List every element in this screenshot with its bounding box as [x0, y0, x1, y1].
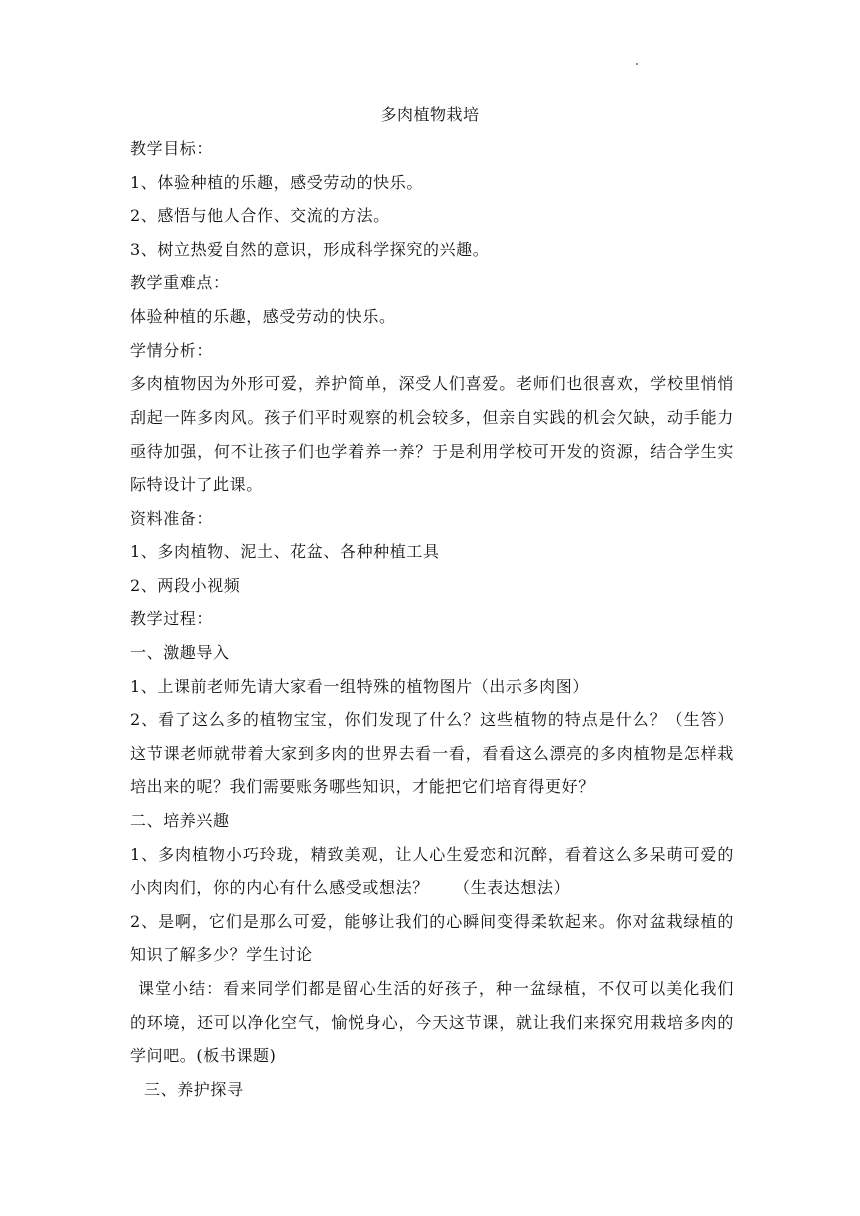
step-item: 2、是啊，它们是那么可爱，能够让我们的心瞬间变得柔软起来。你对盆栽绿植的知识了解多少？学生讨论	[130, 911, 734, 965]
corner-dot	[636, 63, 638, 65]
preparation-item: 1、多肉植物、泥土、花盆、各种种植工具	[130, 542, 440, 562]
goals-heading: 教学目标：	[130, 139, 214, 158]
analysis-paragraph: 多肉植物因为外形可爱，养护简单，深受人们喜爱。老师们也很喜欢，学校里悄悄刮起一阵多肉风。孩子们平时观察的机会较多，但亲自实践的机会欠缺，动手能力亟待加强，何不让孩子们也学着养一养？于是利用学校可开发的资源，结合学生实际特设计了此课。	[130, 374, 734, 495]
step-heading: 三、养护探寻	[144, 1079, 244, 1099]
summary-paragraph: 课堂小结：看来同学们都是留心生活的好孩子，种一盆绿植，不仅可以美化我们的环境，还可以净化空气，愉悦身心，今天这节课，就让我们来探究用栽培多肉的学问吧。(板书课题)	[130, 979, 734, 1066]
goal-item: 3、树立热爱自然的意识，形成科学探究的兴趣。	[130, 239, 490, 259]
goal-item: 2、感悟与他人合作、交流的方法。	[130, 206, 390, 226]
process-heading: 教学过程：	[130, 609, 214, 629]
step-item: 1、上课前老师先请大家看一组特殊的植物图片（出示多肉图）	[130, 676, 589, 696]
step-item: 1、多肉植物小巧玲珑，精致美观，让人心生爱恋和沉醉，看着这么多呆萌可爱的小肉肉们，你的内心有什么感受或想法？ （生表达想法）	[130, 844, 734, 898]
step-heading: 一、激趣导入	[130, 642, 230, 662]
document-title: 多肉植物栽培	[380, 105, 480, 124]
goal-item: 1、体验种植的乐趣，感受劳动的快乐。	[130, 172, 423, 192]
key-points-heading: 教学重难点：	[130, 273, 230, 293]
preparation-heading: 资料准备：	[130, 508, 214, 528]
key-points-text: 体验种植的乐趣，感受劳动的快乐。	[130, 306, 396, 326]
analysis-heading: 学情分析：	[130, 340, 214, 360]
step-item: 2、看了这么多的植物宝宝，你们发现了什么？这些植物的特点是什么？（生答）这节课老师就带着大家到多肉的世界去看一看，看看这么漂亮的多肉植物是怎样栽培出来的呢？我们需要账务哪些知识，才能把它们培育得更好？	[130, 710, 734, 797]
step-heading: 二、培养兴趣	[130, 810, 230, 830]
preparation-item: 2、两段小视频	[130, 575, 241, 595]
document-body	[130, 138, 734, 1112]
